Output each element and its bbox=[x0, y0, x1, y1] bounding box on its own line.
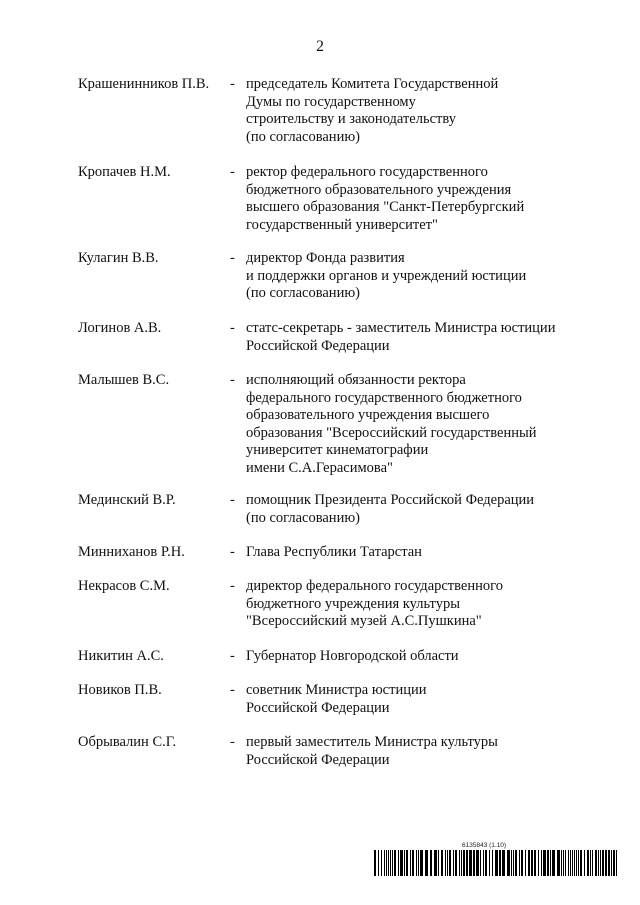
position-line: строительству и законодательству bbox=[246, 111, 456, 127]
member-position bbox=[246, 492, 596, 527]
separator-dash: - bbox=[230, 320, 235, 336]
position-line: исполняющий обязанности ректора bbox=[246, 372, 466, 388]
position-line: университет кинематографии bbox=[246, 442, 429, 458]
position-line: и поддержки органов и учреждений юстиции bbox=[246, 267, 527, 284]
position-line: Думы по государственному bbox=[246, 93, 416, 110]
separator-dash: - bbox=[230, 648, 235, 664]
position-line: Российской Федерации bbox=[246, 699, 390, 716]
position-line: директор Фонда развития bbox=[246, 250, 405, 266]
member-position bbox=[246, 734, 596, 769]
member-name: Кропачев Н.М. bbox=[78, 164, 171, 180]
position-line: статс-секретарь - заместитель Министра юстиции bbox=[246, 320, 556, 336]
separator-dash: - bbox=[230, 372, 235, 388]
member-position bbox=[246, 320, 596, 355]
position-line: "Всероссийский музей А.С.Пушкина" bbox=[246, 613, 482, 629]
position-line: (по согласованию) bbox=[246, 285, 360, 301]
position-line: федерального государственного бюджетного bbox=[246, 389, 522, 406]
member-position bbox=[246, 544, 596, 562]
member-position bbox=[246, 682, 596, 717]
member-name: Обрывалин С.Г. bbox=[78, 734, 177, 750]
position-line: Глава Республики Татарстан bbox=[246, 544, 422, 560]
member-name: Некрасов С.М. bbox=[78, 578, 170, 594]
separator-dash: - bbox=[230, 492, 235, 508]
member-name: Малышев В.С. bbox=[78, 372, 170, 388]
position-line: председатель Комитета Государственной bbox=[246, 76, 499, 92]
barcode-caption: 6135843 (1.10) bbox=[462, 842, 507, 849]
member-name: Мединский В.Р. bbox=[78, 492, 176, 508]
position-line: имени С.А.Герасимова" bbox=[246, 459, 393, 476]
separator-dash: - bbox=[230, 164, 235, 180]
position-line: советник Министра юстиции bbox=[246, 682, 427, 698]
position-line: ректор федерального государственного bbox=[246, 164, 488, 180]
separator-dash: - bbox=[230, 682, 235, 698]
separator-dash: - bbox=[230, 734, 235, 750]
position-line: бюджетного учреждения культуры bbox=[246, 595, 460, 612]
member-position bbox=[246, 164, 596, 234]
position-line: первый заместитель Министра культуры bbox=[246, 734, 498, 750]
barcode-block bbox=[372, 842, 620, 878]
position-line: Губернатор Новгородской области bbox=[246, 648, 459, 664]
barcode-image bbox=[372, 850, 620, 876]
member-name: Крашенинников П.В. bbox=[78, 76, 210, 92]
member-name: Новиков П.В. bbox=[78, 682, 162, 698]
position-line: бюджетного образовательного учреждения bbox=[246, 181, 512, 198]
separator-dash: - bbox=[230, 250, 235, 266]
separator-dash: - bbox=[230, 76, 235, 92]
position-line: директор федерального государственного bbox=[246, 578, 503, 594]
position-line: государственный университет" bbox=[246, 216, 438, 233]
member-position bbox=[246, 250, 596, 303]
separator-dash: - bbox=[230, 544, 235, 560]
member-name: Минниханов Р.Н. bbox=[78, 544, 185, 560]
member-position bbox=[246, 372, 596, 477]
member-position bbox=[246, 578, 596, 631]
position-line: помощник Президента Российской Федерации bbox=[246, 492, 535, 508]
separator-dash: - bbox=[230, 578, 235, 594]
member-name: Логинов А.В. bbox=[78, 320, 162, 336]
member-name: Никитин А.С. bbox=[78, 648, 164, 664]
position-line: Российской Федерации bbox=[246, 751, 390, 768]
member-position bbox=[246, 76, 596, 146]
position-line: Российской Федерации bbox=[246, 337, 390, 354]
position-line: (по согласованию) bbox=[246, 128, 360, 145]
position-line: образовательного учреждения высшего bbox=[246, 407, 490, 423]
page-number: 2 bbox=[316, 38, 324, 55]
position-line: (по согласованию) bbox=[246, 509, 360, 526]
position-line: образования "Всероссийский государственный bbox=[246, 424, 537, 441]
member-position bbox=[246, 648, 596, 666]
position-line: высшего образования "Санкт-Петербургский bbox=[246, 199, 525, 215]
member-name: Кулагин В.В. bbox=[78, 250, 159, 266]
